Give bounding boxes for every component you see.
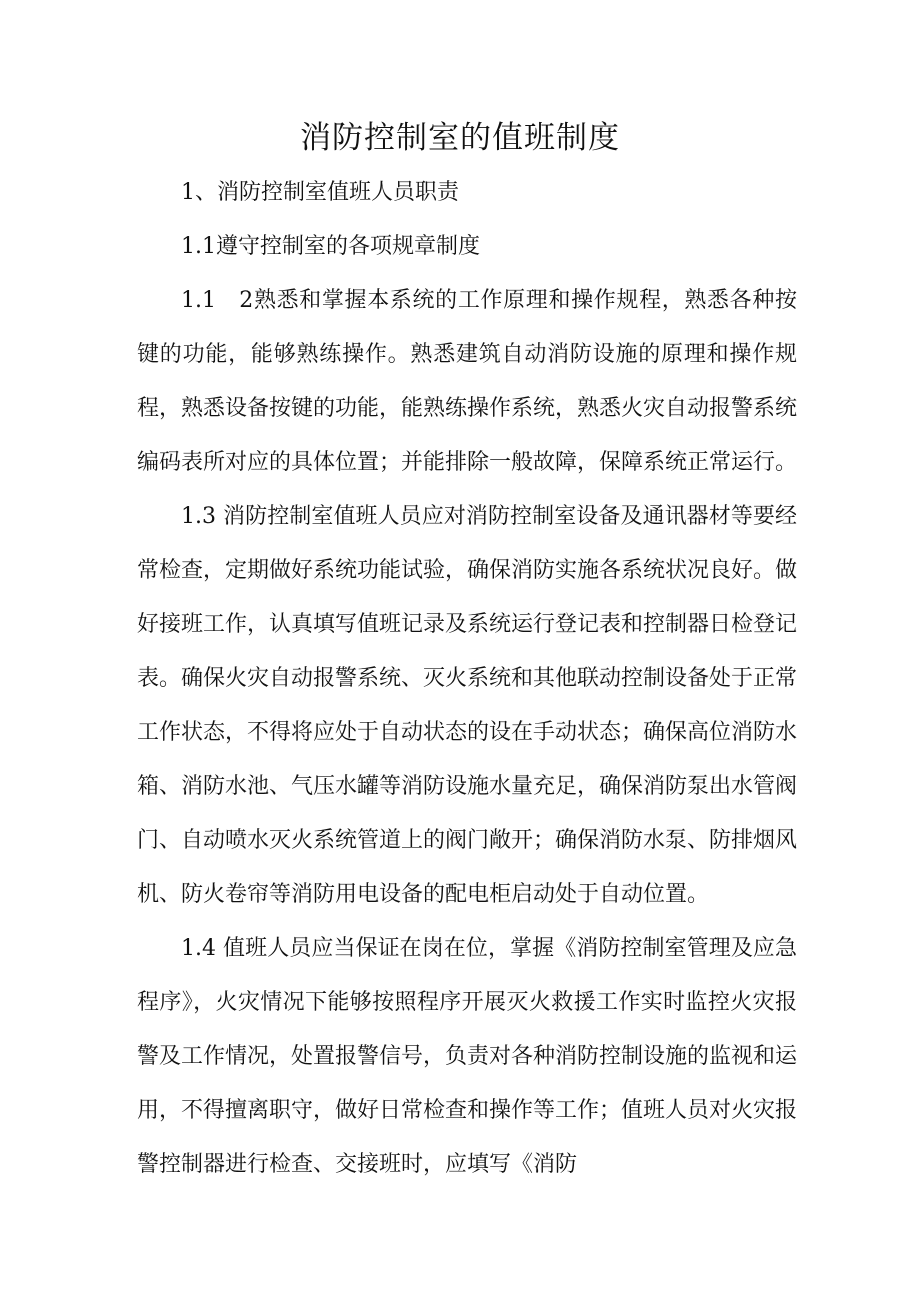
document-title: 消防控制室的值班制度 — [300, 120, 620, 156]
paragraph-1-1: 1.1遵守控制室的各项规章制度 — [181, 234, 480, 259]
paragraph-1-3: 1.3 消防控制室值班人员应对消防控制室设备及通讯器材等要经常检查，定期做好系统功能试验，确保消防实施各系统状况良好。做好接班工作，认真填写值班记录及系统运行登记表和控制器日检登记表。确保火灾自动报警系统、灭火系统和其他联动控制设备处于正常工作状态，不得将应处于自动状态的设在手动状态；确保高位消防水箱、消防水池、气压水罐等消防设施水量充足，确保消防泵出水管阀门、自动喷水灭火系统管道上的阀门敞开；确保消防水泵、防排烟风机、防火卷帘等消防用电设备的配电柜启动处于自动位置。 — [137, 504, 798, 907]
document-body — [137, 166, 797, 1192]
paragraph-1-4: 1.4 值班人员应当保证在岗在位，掌握《消防控制室管理及应急程序》，火灾情况下能够按照程序开展灭火救援工作实时监控火灾报警及工作情况，处置报警信号，负责对各种消防控制设施的监视和运用，不得擅离职守，做好日常检查和操作等工作；值班人员对火灾报警控制器进行检查、交接班时，应填写《消防 — [137, 936, 798, 1177]
section-heading-1: 1、消防控制室值班人员职责 — [181, 180, 459, 205]
paragraph-1-2: 1.1 2熟悉和掌握本系统的工作原理和操作规程，熟悉各种按键的功能，能够熟练操作。熟悉建筑自动消防设施的原理和操作规程，熟悉设备按键的功能，能熟练操作系统，熟悉火灾自动报警系统编码表所对应的具体位置；并能排除一般故障，保障系统正常运行。 — [137, 288, 798, 475]
